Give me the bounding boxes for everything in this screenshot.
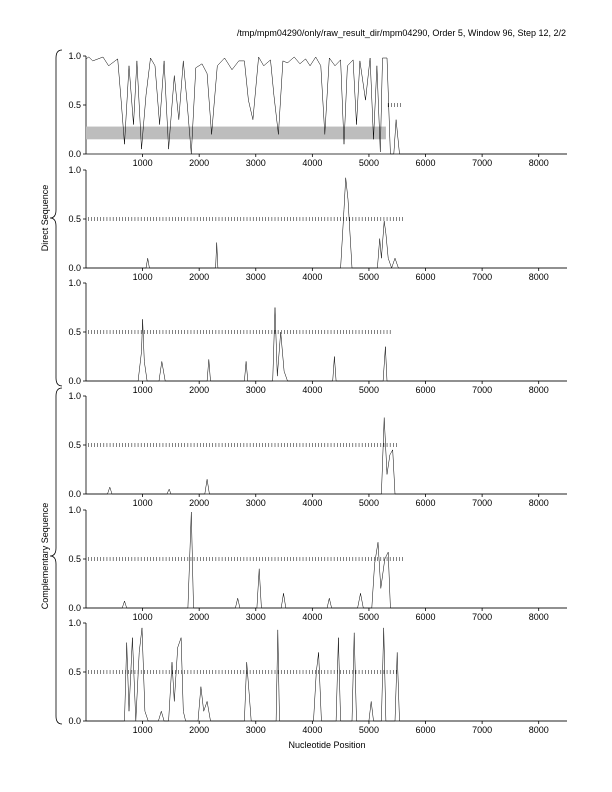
x-tick-label: 1000 <box>132 158 153 168</box>
x-tick-label: 8000 <box>528 158 549 168</box>
y-tick-label: 0.0 <box>68 603 81 613</box>
panel-direct-frame-2 <box>68 278 567 395</box>
x-tick-label: 7000 <box>472 158 493 168</box>
x-tick-label: 1000 <box>132 725 153 735</box>
y-tick-label: 0.5 <box>68 327 81 337</box>
y-tick-label: 0.0 <box>68 489 81 499</box>
x-tick-label: 5000 <box>358 158 379 168</box>
coding-probability-trace <box>86 512 567 608</box>
y-tick-label: 1.0 <box>68 278 81 288</box>
threshold-hatch <box>88 557 402 561</box>
coding-probability-trace <box>86 628 567 721</box>
x-tick-label: 8000 <box>528 385 549 395</box>
y-tick-label: 1.0 <box>68 391 81 401</box>
x-tick-label: 1000 <box>132 498 153 508</box>
x-tick-label: 4000 <box>302 385 323 395</box>
coding-probability-trace <box>86 178 567 268</box>
complementary-group-brace <box>50 388 62 724</box>
x-tick-label: 6000 <box>415 498 436 508</box>
threshold-hatch <box>388 103 400 107</box>
y-tick-label: 1.0 <box>68 165 81 175</box>
x-tick-label: 5000 <box>358 272 379 282</box>
y-tick-label: 1.0 <box>68 618 81 628</box>
y-tick-label: 0.5 <box>68 100 81 110</box>
panel-complementary-frame-1 <box>68 391 567 508</box>
x-tick-label: 4000 <box>302 612 323 622</box>
direct-group-label: Direct Sequence <box>40 184 50 252</box>
x-tick-label: 1000 <box>132 612 153 622</box>
x-tick-label: 6000 <box>415 272 436 282</box>
x-tick-label: 1000 <box>132 385 153 395</box>
page-title: /tmp/mpm04290/only/raw_result_dir/mpm04290, Order 5, Window 96, Step 12, 2/2 <box>236 28 566 38</box>
x-tick-label: 7000 <box>472 725 493 735</box>
threshold-hatch <box>88 670 396 674</box>
x-axis-label: Nucleotide Position <box>288 740 366 750</box>
x-tick-label: 8000 <box>528 498 549 508</box>
y-tick-label: 0.0 <box>68 263 81 273</box>
x-tick-label: 7000 <box>472 385 493 395</box>
x-tick-label: 3000 <box>245 158 266 168</box>
x-tick-label: 4000 <box>302 498 323 508</box>
x-tick-label: 2000 <box>189 385 210 395</box>
complementary-group-label: Complementary Sequence <box>40 502 50 610</box>
x-tick-label: 2000 <box>189 612 210 622</box>
panel-direct-frame-1 <box>68 165 567 282</box>
panel-coding-potential-summary <box>68 51 567 168</box>
panel-complementary-frame-3 <box>68 618 567 735</box>
x-tick-label: 4000 <box>302 272 323 282</box>
threshold-hatch <box>88 330 390 334</box>
x-tick-label: 2000 <box>189 498 210 508</box>
y-tick-label: 0.0 <box>68 149 81 159</box>
x-tick-label: 7000 <box>472 612 493 622</box>
x-tick-label: 3000 <box>245 385 266 395</box>
y-tick-label: 0.0 <box>68 376 81 386</box>
x-tick-label: 2000 <box>189 725 210 735</box>
x-tick-label: 8000 <box>528 272 549 282</box>
y-tick-label: 1.0 <box>68 505 81 515</box>
panel-complementary-frame-2 <box>68 505 567 622</box>
x-tick-label: 3000 <box>245 272 266 282</box>
x-tick-label: 6000 <box>415 385 436 395</box>
coding-probability-trace <box>86 308 567 382</box>
x-tick-label: 8000 <box>528 725 549 735</box>
direct-group-brace <box>50 50 62 386</box>
panels <box>68 51 567 735</box>
x-tick-label: 8000 <box>528 612 549 622</box>
x-tick-label: 3000 <box>245 725 266 735</box>
y-tick-label: 0.5 <box>68 440 81 450</box>
x-tick-label: 1000 <box>132 272 153 282</box>
y-tick-label: 0.5 <box>68 214 81 224</box>
y-tick-label: 1.0 <box>68 51 81 61</box>
y-tick-label: 0.5 <box>68 667 81 677</box>
x-tick-label: 2000 <box>189 272 210 282</box>
x-tick-label: 6000 <box>415 158 436 168</box>
x-tick-label: 4000 <box>302 158 323 168</box>
x-tick-label: 6000 <box>415 725 436 735</box>
x-tick-label: 7000 <box>472 498 493 508</box>
x-tick-label: 7000 <box>472 272 493 282</box>
x-tick-label: 3000 <box>245 498 266 508</box>
y-tick-label: 0.0 <box>68 716 81 726</box>
coding-probability-trace <box>86 418 567 494</box>
coding-probability-trace <box>86 57 567 154</box>
x-tick-label: 5000 <box>358 385 379 395</box>
threshold-hatch <box>88 443 396 447</box>
x-tick-label: 5000 <box>358 498 379 508</box>
coding-region-band <box>86 127 386 140</box>
x-tick-label: 5000 <box>358 612 379 622</box>
x-tick-label: 2000 <box>189 158 210 168</box>
y-tick-label: 0.5 <box>68 554 81 564</box>
x-tick-label: 4000 <box>302 725 323 735</box>
x-tick-label: 5000 <box>358 725 379 735</box>
x-tick-label: 3000 <box>245 612 266 622</box>
x-tick-label: 6000 <box>415 612 436 622</box>
threshold-hatch <box>88 217 402 221</box>
